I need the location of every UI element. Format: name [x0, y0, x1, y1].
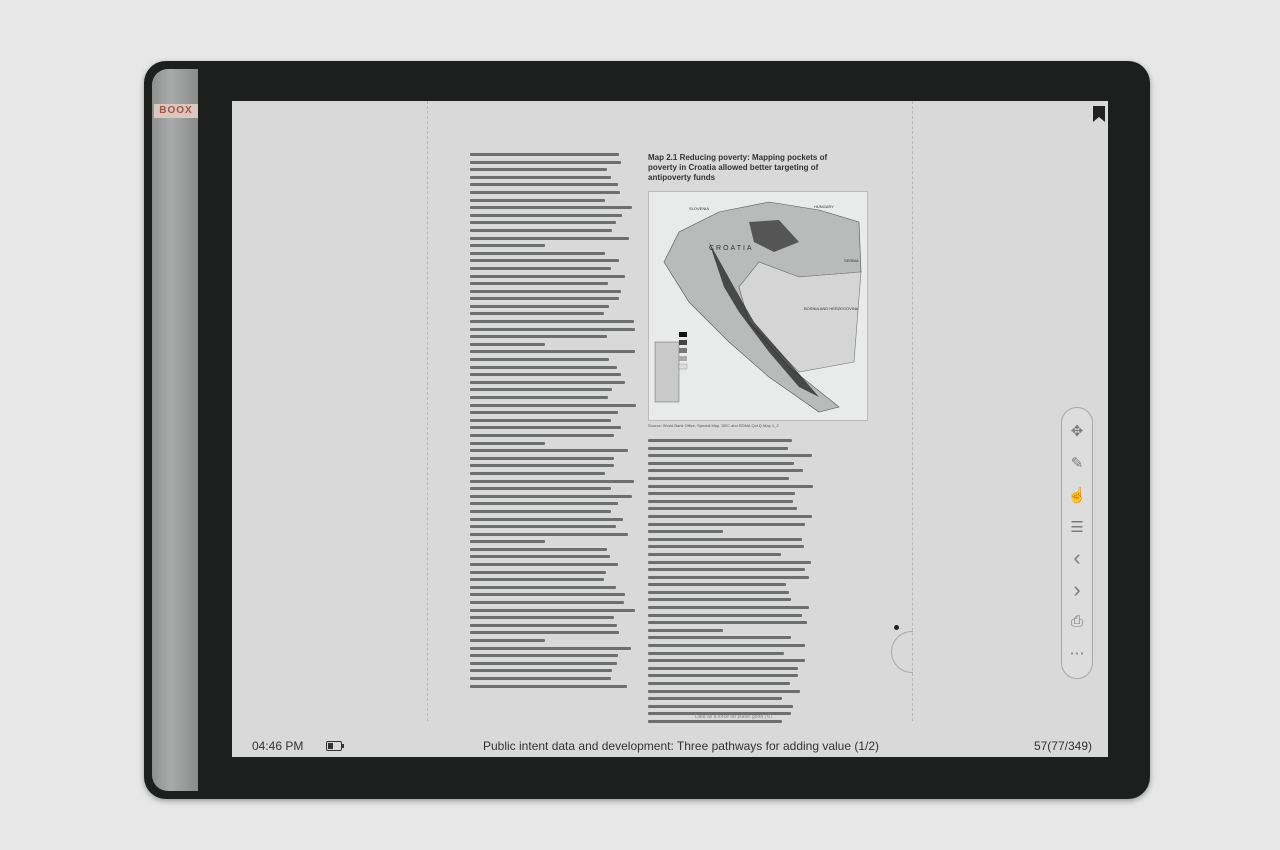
text-line: [470, 616, 614, 619]
page-turn-handle[interactable]: [891, 631, 933, 673]
text-line: [648, 462, 794, 465]
text-line: [648, 568, 805, 571]
device-spine: [152, 69, 198, 791]
map-label-country: CROATIA: [709, 245, 754, 252]
brand-logo: BOOX: [154, 104, 198, 118]
text-line: [648, 621, 807, 624]
text-line: [470, 578, 604, 581]
text-line: [470, 229, 612, 232]
text-line: [470, 388, 612, 391]
text-line: [470, 282, 608, 285]
text-line: [648, 561, 811, 564]
map-caption: Source: World Bank Office, Special Map, DEC and RDMA Qol.Q Map 1_2: [648, 423, 779, 428]
croatia-poverty-map: [648, 191, 868, 421]
text-line: [470, 563, 618, 566]
move-icon[interactable]: ✥: [1070, 423, 1084, 440]
text-line: [470, 411, 618, 414]
map-label-slovenia: SLOVENIA: [689, 206, 710, 211]
prev-page-icon[interactable]: ‹: [1073, 545, 1081, 570]
page-margin-left: [427, 101, 428, 721]
text-line: [470, 244, 545, 247]
text-line: [648, 447, 788, 450]
screenshot-icon[interactable]: ⎙: [1070, 613, 1083, 630]
text-line: [470, 464, 614, 467]
text-line: [648, 576, 809, 579]
text-line: [470, 206, 632, 209]
text-column-left: [470, 153, 636, 692]
text-line: [470, 396, 608, 399]
text-line: [470, 358, 609, 361]
text-line: [648, 523, 805, 526]
text-line: [470, 647, 631, 650]
text-line: [648, 485, 813, 488]
text-line: [470, 518, 623, 521]
text-line: [470, 525, 616, 528]
text-line: [648, 629, 723, 632]
text-line: [470, 168, 607, 171]
text-line: [470, 343, 545, 346]
text-line: [470, 593, 625, 596]
reader-screen[interactable]: [232, 101, 1108, 757]
battery-icon: [326, 741, 342, 751]
text-line: [470, 176, 611, 179]
text-line: [470, 350, 635, 353]
text-line: [470, 540, 545, 543]
text-line: [470, 381, 625, 384]
text-line: [470, 252, 605, 255]
text-line: [470, 442, 545, 445]
text-line: [470, 662, 617, 665]
text-line: [648, 454, 812, 457]
text-line: [470, 685, 627, 688]
map-label-hungary: HUNGARY: [814, 204, 834, 209]
text-line: [470, 571, 606, 574]
text-line: [470, 404, 636, 407]
text-line: [470, 639, 545, 642]
text-line: [470, 548, 607, 551]
text-line: [470, 555, 610, 558]
text-line: [648, 515, 812, 518]
text-line: [470, 259, 619, 262]
map-label-serbia: SERBIA: [844, 258, 859, 263]
map-label-neighbor: BOSNIA AND HERZEGOVINA: [804, 306, 859, 311]
text-line: [470, 480, 634, 483]
more-icon[interactable]: ⋯: [1069, 645, 1085, 662]
text-line: [648, 500, 793, 503]
text-line: [470, 161, 621, 164]
text-line: [648, 545, 804, 548]
text-line: [648, 644, 805, 647]
pen-icon[interactable]: ✎: [1070, 455, 1084, 472]
side-toolbar: [1061, 407, 1093, 679]
text-line: [470, 214, 622, 217]
page-folio: Data as a force for public good | 67: [695, 714, 773, 720]
page-indicator[interactable]: 57(77/349): [1033, 739, 1092, 753]
text-line: [470, 677, 611, 680]
text-line: [470, 495, 632, 498]
text-line: [470, 199, 605, 202]
text-line: [648, 606, 809, 609]
text-line: [470, 153, 619, 156]
text-line: [648, 674, 798, 677]
text-line: [470, 654, 618, 657]
text-line: [470, 267, 611, 270]
text-line: [470, 449, 628, 452]
text-line: [648, 469, 803, 472]
text-line: [470, 669, 612, 672]
text-line: [470, 237, 629, 240]
text-line: [648, 553, 781, 556]
text-line: [470, 419, 611, 422]
text-line: [470, 320, 634, 323]
text-line: [470, 373, 621, 376]
text-line: [648, 614, 802, 617]
toc-icon[interactable]: ☰: [1070, 519, 1084, 536]
text-line: [648, 667, 798, 670]
text-line: [648, 705, 793, 708]
text-line: [648, 583, 786, 586]
text-line: [470, 426, 621, 429]
text-line: [470, 290, 621, 293]
text-line: [648, 538, 802, 541]
text-line: [648, 492, 795, 495]
text-line: [648, 636, 791, 639]
text-line: [648, 439, 792, 442]
text-line: [648, 659, 805, 662]
status-bar: [232, 735, 1108, 757]
text-line: [648, 652, 784, 655]
text-line: [648, 598, 791, 601]
chapter-title[interactable]: Public intent data and development: Three pathways for adding value (1/2): [483, 739, 880, 753]
text-line: [470, 305, 609, 308]
text-line: [470, 609, 635, 612]
text-line: [470, 328, 635, 331]
text-line: [470, 601, 624, 604]
text-line: [470, 631, 619, 634]
clock: 04:46 PM: [252, 739, 304, 753]
bookmark-icon[interactable]: [1092, 105, 1106, 123]
text-line: [470, 221, 616, 224]
text-line: [470, 457, 614, 460]
text-line: [648, 682, 790, 685]
text-line: [470, 434, 614, 437]
text-line: [470, 510, 611, 513]
text-line: [648, 530, 723, 533]
text-line: [470, 533, 628, 536]
page-margin-right: [912, 101, 913, 721]
text-line: [470, 297, 619, 300]
text-line: [648, 591, 789, 594]
text-line: [470, 312, 604, 315]
text-line: [648, 720, 782, 723]
text-line: [470, 335, 607, 338]
text-line: [648, 477, 789, 480]
text-line: [470, 624, 617, 627]
text-line: [470, 502, 618, 505]
text-line: [470, 487, 611, 490]
text-line: [470, 275, 625, 278]
next-page-icon[interactable]: ›: [1073, 577, 1081, 602]
text-line: [470, 472, 605, 475]
text-line: [648, 697, 782, 700]
text-line: [470, 191, 620, 194]
touch-icon[interactable]: ☝: [1067, 487, 1087, 504]
text-line: [470, 586, 616, 589]
text-line: [470, 366, 617, 369]
handle-dot[interactable]: [894, 625, 899, 630]
text-line: [648, 690, 800, 693]
text-line: [470, 183, 618, 186]
text-line: [648, 507, 797, 510]
text-column-right: [648, 439, 814, 728]
map-title: Map 2.1 Reducing poverty: Mapping pockets of poverty in Croatia allowed better targeting of antipoverty funds: [648, 153, 828, 182]
